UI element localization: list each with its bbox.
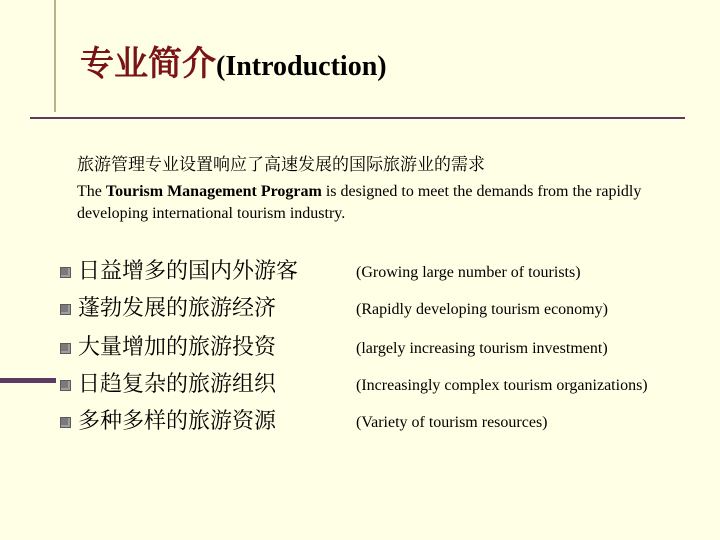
slide-title-en: (Introduction) — [216, 51, 387, 82]
left-vertical-rule — [0, 0, 56, 112]
list-item — [60, 294, 710, 328]
bullet-text-en: (Variety of tourism resources) — [356, 414, 548, 431]
list-item — [60, 407, 710, 441]
list-item — [60, 370, 710, 404]
slide-title-zh: 专业简介 — [80, 44, 216, 84]
square-bullet-icon — [60, 304, 71, 315]
square-bullet-icon — [60, 380, 71, 391]
intro-en-prefix: The — [77, 183, 106, 200]
bullet-text-zh: 多种多样的旅游资源 — [78, 409, 277, 434]
square-bullet-icon — [60, 343, 71, 354]
bullet-text-zh: 日趋复杂的旅游组织 — [78, 372, 277, 397]
bullet-text-en: (Increasingly complex tourism organizations) — [356, 377, 648, 394]
square-bullet-icon — [60, 267, 71, 278]
bullet-text-en: (largely increasing tourism investment) — [356, 340, 608, 357]
intro-text-zh: 旅游管理专业设置响应了高速发展的国际旅游业的需求 — [77, 155, 485, 175]
bullet-text-en: (Growing large number of tourists) — [356, 264, 581, 281]
square-bullet-icon — [60, 417, 71, 428]
intro-text-en — [77, 181, 677, 225]
bullet-text-zh: 日益增多的国内外游客 — [78, 259, 299, 284]
title-underline — [30, 117, 685, 119]
bullet-text-zh: 大量增加的旅游投资 — [78, 335, 277, 360]
bullet-text-zh: 蓬勃发展的旅游经济 — [78, 296, 277, 321]
bullet-text-en: (Rapidly developing tourism economy) — [356, 301, 608, 318]
list-item — [60, 257, 710, 291]
list-item — [60, 333, 710, 367]
intro-en-suffix: is designed to meet the demands from the rapidly developing international tourism industry. — [77, 183, 642, 222]
left-accent-bar — [0, 378, 56, 383]
program-name: Tourism Management Program — [105, 183, 322, 200]
slide-title — [80, 44, 387, 84]
